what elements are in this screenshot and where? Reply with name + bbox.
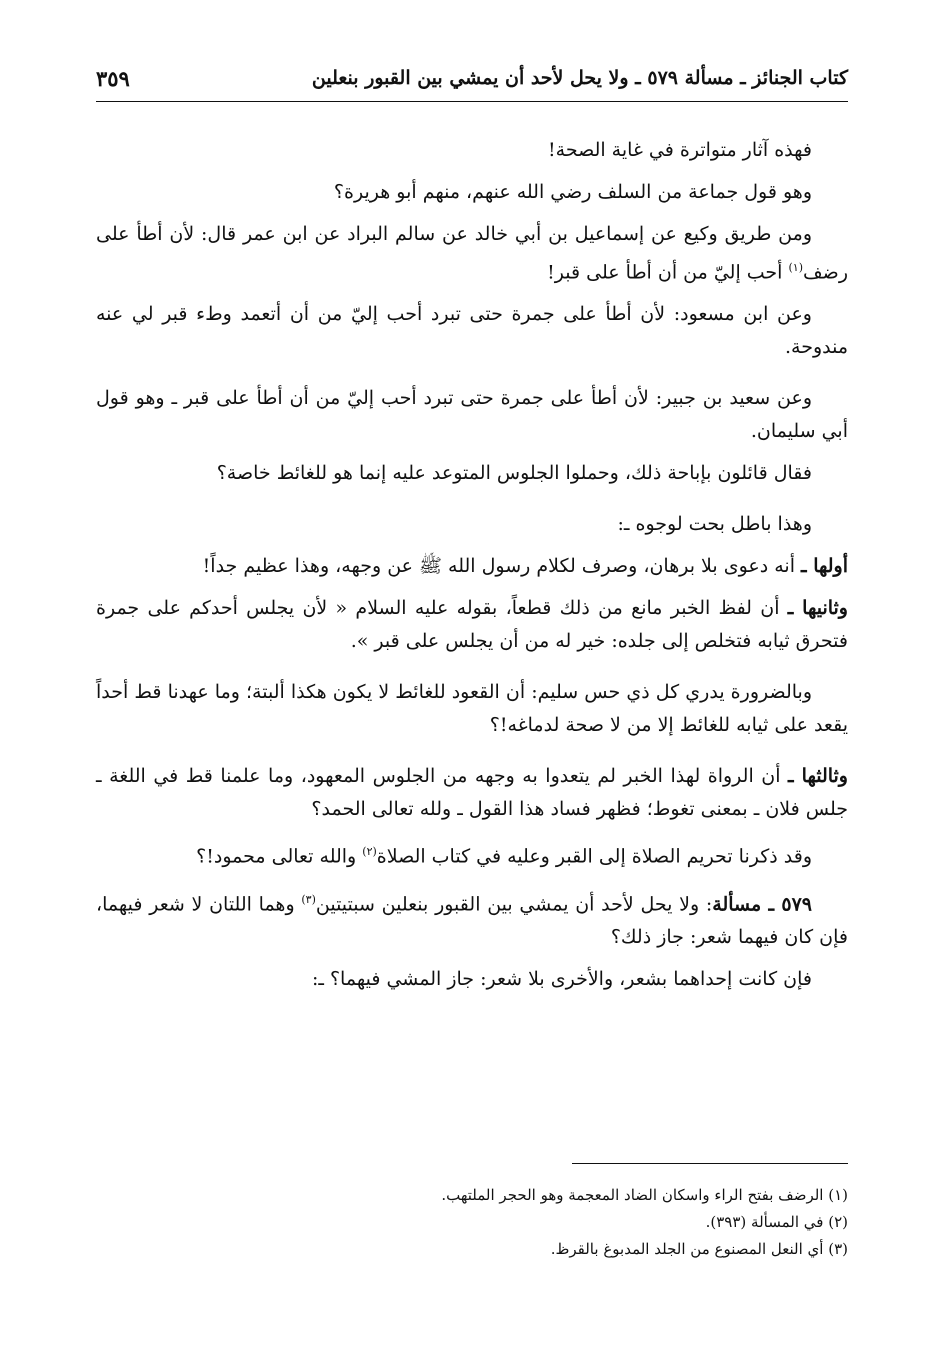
paragraph-11: وثالثها ـ أن الرواة لهذا الخبر لم يتعدوا به وجهه من الجلوس المعهود، وما علمنا قط في اللغة ـ جلس فلان ـ بمعنى تغوط؛ فظهر فساد هذا القول ـ ولله تعالى الحمد؟ [96,765,848,821]
paragraph-3: ومن طريق وكيع عن إسماعيل بن أبي خالد عن سالم البراد عن ابن عمر قال: لأن أطأ على رضف$^{(١)}$ أحب إليّ من أن أطأ على قبر! [96,223,848,284]
paragraph-9: وثانيها ـ أن لفظ الخبر مانع من ذلك قطعاً، بقوله عليه السلام « لأن يجلس أحدكم على جمرة فتحرق ثيابه فتخلص إلى جلده: خير له من أن يجلس على قبر ». [96,597,848,653]
footnote-ref-1: (١) [788,261,804,274]
paragraph-6: فقال قائلون بإباحة ذلك، وحملوا الجلوس المتوعد عليه إنما هو للغائط خاصة؟ [216,462,812,485]
paragraph-4: وعن ابن مسعود: لأن أطأ على جمرة حتى تبرد أحب إليّ من أن أتعمد وطء قبر لي عنه مندوحة. [96,303,848,359]
paragraph-13: ٥٧٩ ـ مسألة: ولا يحل لأحد أن يمشي بين القبور بنعلين سبتيتين$^{(٣)}$ وهما اللتان لا شعر فيهما، فإن كان فيهما شعر: جاز ذلك؟ [96,892,848,948]
paragraph-8: أولها ـ أنه دعوى بلا برهان، وصرف لكلام رسول الله ﷺ عن وجهه، وهذا عظيم جداً! [202,555,848,578]
footnote-ref-2: (٢) [362,845,377,859]
main-text [96,134,848,1005]
paragraph-12: وقد ذكرنا تحريم الصلاة إلى القبر وعليه في كتاب الصلاة$^{(٢)}$ والله تعالى محمود!؟ [196,845,812,868]
footnote-2: (٢) في المسألة (٣٩٣). [705,1213,848,1231]
paragraph-1: فهذه آثار متواترة في غاية الصحة! [548,139,812,161]
paragraph-lead: وثالثها ـ [788,765,848,788]
footnote-divider [572,1163,848,1164]
footnote-1: (١) الرضف بفتح الراء واسكان الضاد المعجمة وهو الحجر الملتهب. [441,1186,848,1204]
paragraph-14: فإن كانت إحداهما بشعر، والأخرى بلا شعر: جاز المشي فيهما؟ ـ: [311,967,812,990]
paragraph-2: وهو قول جماعة من السلف رضي الله عنهم، منهم أبو هريرة؟ [333,181,812,203]
paragraph-lead: أولها ـ [801,555,848,578]
page-number: ٣٥٩ [96,65,130,91]
page-header [96,56,848,100]
paragraph-7: وهذا باطل بحت لوجوه ـ: [617,513,812,536]
footnotes [96,1182,848,1263]
header-divider [96,101,848,102]
footnote-3: (٣) أي النعل المصنوع من الجلد المدبوغ بالقرظ. [550,1240,848,1258]
paragraph-lead: وثانيها ـ [787,597,848,620]
running-title: كتاب الجنائز ـ مسألة ٥٧٩ ـ ولا يحل لأحد أن يمشي بين القبور بنعلين [311,67,848,89]
paragraph-10: وبالضرورة يدري كل ذي حس سليم: أن القعود للغائط لا يكون هكذا ألبتة؛ وما عهدنا قط أحداً يقعد على ثيابه للغائط إلا من لا صحة لدماغه!؟ [96,681,848,737]
paragraph-5: وعن سعيد بن جبير: لأن أطأ على جمرة حتى تبرد أحب إليّ من أن أطأ على قبر ـ وهو قول أبي سليمان. [96,387,848,443]
section-heading: ٥٧٩ ـ مسألة [712,892,812,915]
footnote-ref-3: (٣) [301,892,316,906]
